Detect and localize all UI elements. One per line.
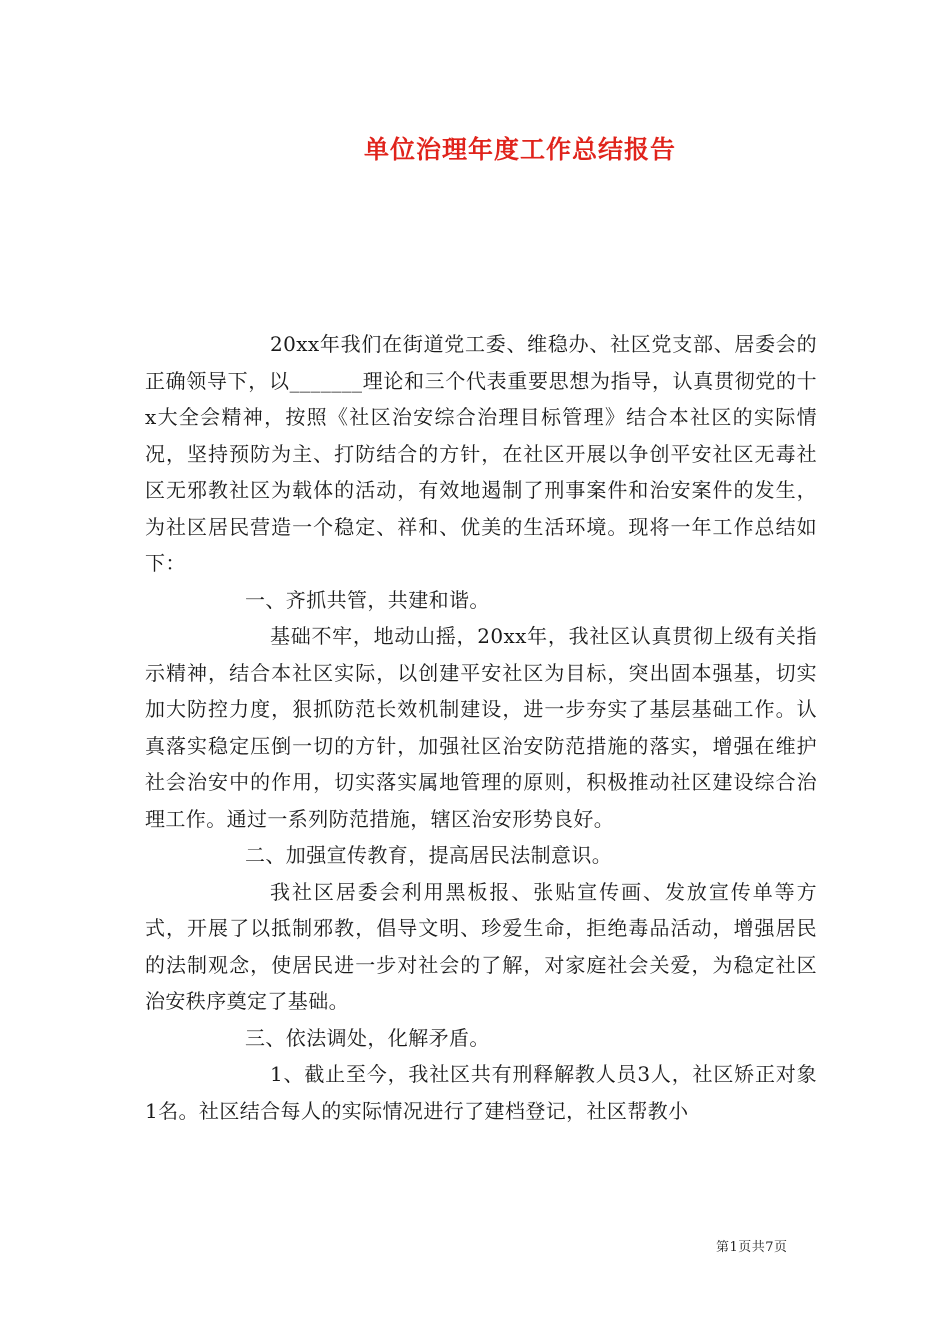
document-title: 单位治理年度工作总结报告 [363, 135, 676, 164]
section-2-paragraph: 我社区居委会利用黑板报、张贴宣传画、发放宣传单等方式，开展了以抵制邪教，倡导文明、珍爱生命，拒绝毒品活动，增强居民的法制观念，使居民进一步对社会的了解，对家庭社会关爱，为稳定社区治安秩序奠定了基础。 [145, 879, 817, 1013]
section-heading-1: 一、齐抓共管，共建和谐。 [245, 587, 490, 612]
document-body [145, 326, 817, 1129]
intro-paragraph: 20xx年我们在街道党工委、维稳办、社区党支部、居委会的正确领导下，以_______理论和三个代表重要思想为指导，认真贯彻党的十x大全会精神，按照《社区治安综合治理目标管理》结合本社区的实际情况，坚持预防为主、打防结合的方针，在社区开展以争创平安社区无毒社区无邪教社区为载体的活动，有效地遏制了刑事案件和治安案件的发生，为社区居民营造一个稳定、祥和、优美的生活环境。现将一年工作总结如下： [145, 332, 817, 575]
section-heading-3: 三、依法调处，化解矛盾。 [245, 1025, 490, 1050]
section-3-paragraph: 1、截止至今，我社区共有刑释解教人员3人，社区矫正对象1名。社区结合每人的实际情况进行了建档登记，社区帮教小 [145, 1062, 817, 1123]
section-heading-2: 二、加强宣传教育，提高居民法制意识。 [245, 843, 613, 867]
section-1-paragraph: 基础不牢，地动山摇，20xx年，我社区认真贯彻上级有关指示精神，结合本社区实际，以创建平安社区为目标，突出固本强基，切实加大防控力度，狠抓防范长效机制建设，进一步夯实了基层基础工作。认真落实稳定压倒一切的方针，加强社区治安防范措施的落实，增强在维护社会治安中的作用，切实落实属地管理的原则，积极推动社区建设综合治理工作。通过一系列防范措施，辖区治安形势良好。 [145, 624, 817, 831]
page-number: 第1页共7页 [716, 1240, 788, 1255]
